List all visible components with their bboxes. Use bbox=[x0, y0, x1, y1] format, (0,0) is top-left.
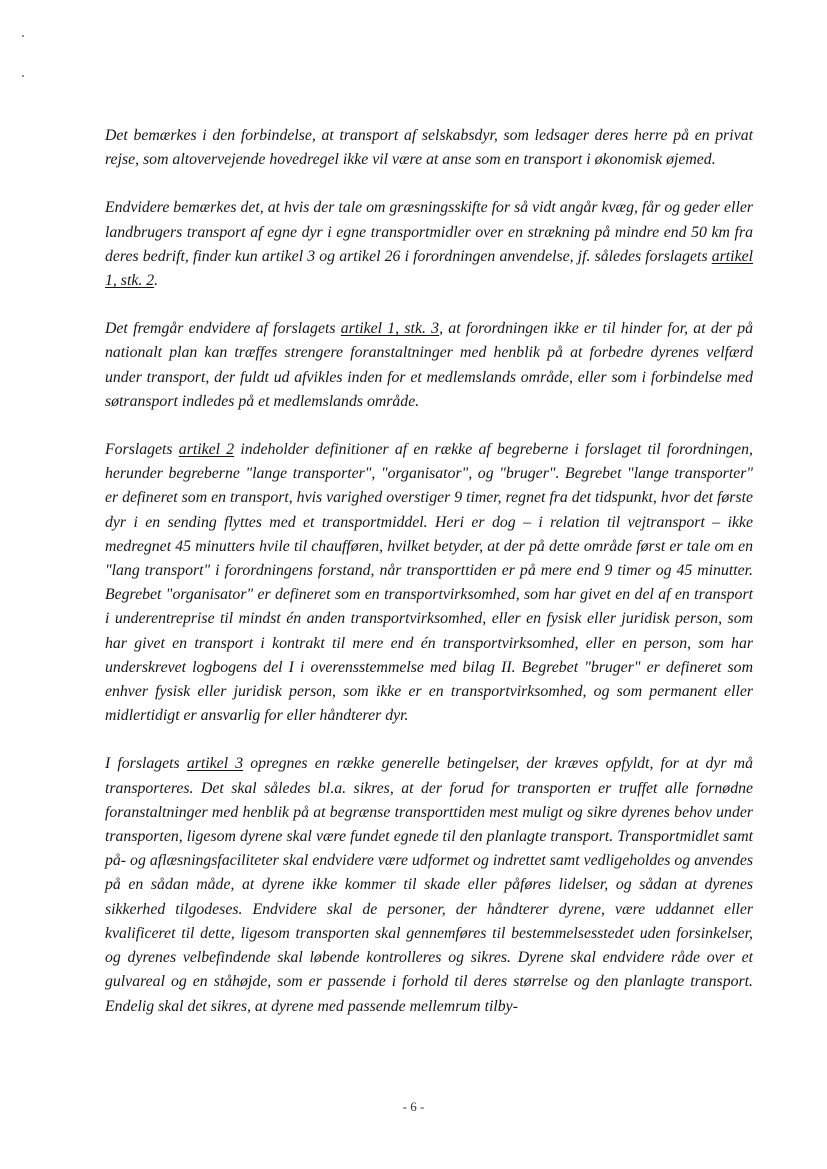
paragraph-text: opregnes en række generelle betingelser, der kræves opfyldt, for at dyr må transporteres. Det skal således bl.a. sikres, at der forud for transporten er truffet alle fornødne foranstaltninger med henblik på at begrænse transporttiden mest muligt og sikre dyrenes behov under transporten, ligesom dyrene skal være fundet egnede til den planlagte transport. Transportmidlet samt på- og aflæsningsfaciliteter skal endvidere være udformet og indrettet samt vedligeholdes og anvendes på en sådan måde, at dyrene ikke kommer til skade eller påføres lidelser, og sådan at dyrenes sikkerhed tilgodeses. Endvidere skal de personer, der håndterer dyrene, være uddannet eller kvalificeret til dette, ligesom transporten skal gennemføres til bestemmelsesstedet uden forsinkelser, og dyrenes velbefindende skal løbende kontrolleres og sikres. Dyrene skal endvidere råde over et gulvareal og en ståhøjde, som er passende i forhold til deres størrelse og den planlagte transport. Endelig skal det sikres, at dyrene med passende mellemrum tilby- bbox=[105, 755, 753, 1015]
paragraph-4 bbox=[105, 438, 753, 728]
paragraph-2 bbox=[105, 196, 753, 293]
scan-speck bbox=[22, 75, 24, 77]
article-reference: artikel 2 bbox=[178, 441, 235, 459]
paragraph-text: Det bemærkes i den forbindelse, at transport af selskabsdyr, som ledsager deres herre på en privat rejse, som altovervejende hovedregel ikke vil være at anse som en transport i økonomisk øjemed. bbox=[105, 127, 753, 169]
page-number: - 6 - bbox=[402, 1099, 425, 1114]
paragraph-text: Endvidere bemærkes det, at hvis der tale om græsningsskifte for så vidt angår kvæg, får og geder eller landbrugers transport af egne dyr i egne transportmidler over en strækning på mindre end 50 km fra deres bedrift, finder kun artikel 3 og artikel 26 i forordningen anvendelse, jf. således forslagets bbox=[105, 199, 753, 265]
paragraph-3 bbox=[105, 317, 753, 414]
paragraph-text: . bbox=[154, 272, 159, 290]
article-reference: artikel 1, stk. 3 bbox=[340, 320, 440, 338]
paragraph-text: indeholder definitioner af en række af begreberne i forslaget til forordningen, herunder begreberne "lange transporter", "organisator", og "bruger". Begrebet "lange transporter" er defineret som en transport, hvis varighed overstiger 9 timer, regnet fra det tidspunkt, hvor det første dyr i en sending flyttes med et transportmiddel. Heri er dog – i relation til vejtransport – ikke medregnet 45 minutters hvile til chaufføren, hvilket betyder, at der på dette område først er tale om en "lang transport" i forordningens forstand, når transporttiden er på mere end 9 timer og 45 minutter. Begrebet "organisator" er defineret som en transportvirksomhed, som har givet en del af en transport i underentreprise til mindst én anden transportvirksomhed, eller en fysisk eller juridisk person, som har givet en transport i kontrakt til mere end én transportvirksomhed, eller en person, som har underskrevet logbogens del I i overensstemmelse med bilag II. Begrebet "bruger" er defineret som enhver fysisk eller juridisk person, som ikke er en transportvirksomhed, og som permanent eller midlertidigt er ansvarlig for eller håndterer dyr. bbox=[105, 441, 753, 725]
body-text bbox=[105, 124, 753, 1019]
paragraph-text: Forslagets bbox=[105, 441, 179, 459]
paragraph-text: I forslagets bbox=[105, 755, 187, 773]
paragraph-5 bbox=[105, 752, 753, 1018]
paragraph-1 bbox=[105, 124, 753, 172]
paragraph-text: , at forordningen ikke er til hinder for, at der på nationalt plan kan træffes strengere foranstaltninger med henblik på at forbedre dyrenes velfærd under transport, der fuldt ud afvikles inden for et medlemslands område, eller som i forbindelse med søtransport indledes på et medlemslands område. bbox=[105, 320, 753, 410]
paragraph-text: Det fremgår endvidere af forslagets bbox=[105, 320, 341, 338]
scan-speck bbox=[22, 35, 24, 37]
article-reference: artikel 1, stk. 2 bbox=[105, 247, 753, 290]
article-reference: artikel 3 bbox=[186, 755, 244, 773]
